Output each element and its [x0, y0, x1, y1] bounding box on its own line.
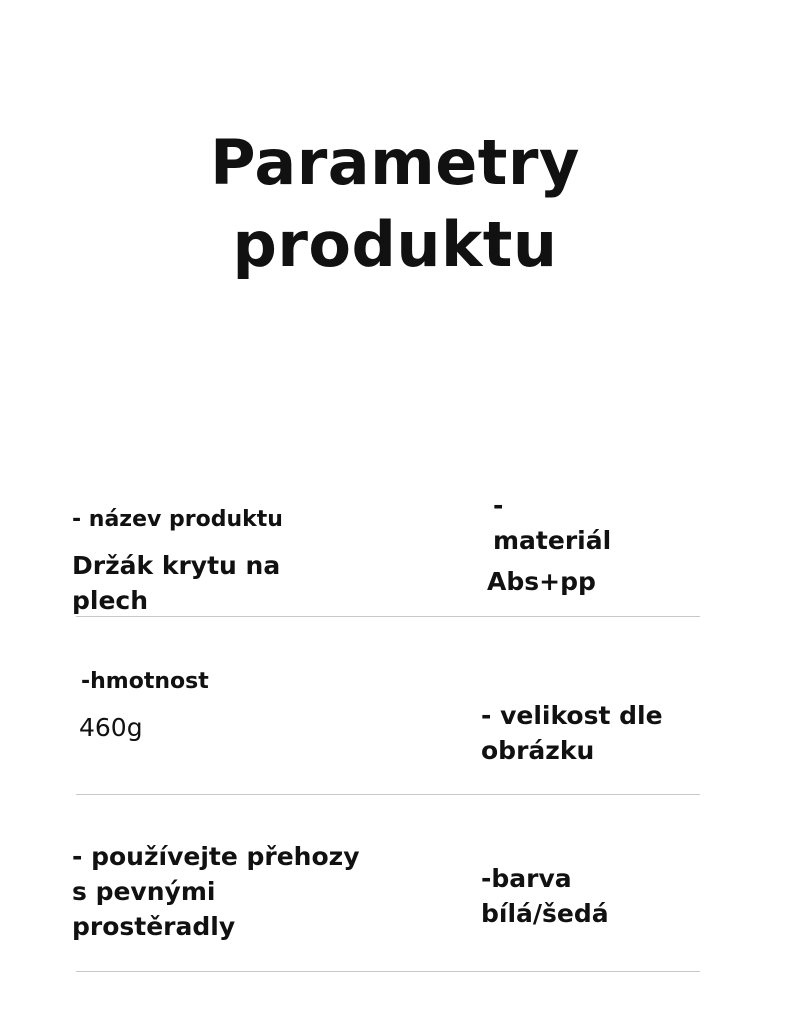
size-line-2: obrázku — [481, 736, 595, 765]
size-param — [481, 698, 663, 768]
color-line-1: -barva — [481, 864, 572, 893]
row-divider-1 — [76, 616, 700, 617]
size-line-1: - velikost dle — [481, 701, 663, 730]
usage-note — [72, 839, 360, 944]
color-param — [481, 861, 609, 931]
material-value: Abs+pp — [487, 567, 596, 596]
weight-label: -hmotnost — [81, 669, 209, 694]
weight-param — [81, 668, 209, 745]
color-line-2: bílá/šedá — [481, 899, 609, 928]
page-title-line-1: Parametry — [210, 126, 580, 199]
row-divider-2 — [76, 794, 700, 795]
product-name-value-line-2: plech — [72, 586, 149, 615]
usage-line-2: s pevnými — [72, 877, 216, 906]
material-label-line-2: materiál — [493, 526, 612, 555]
usage-line-3: prostěradly — [72, 912, 236, 941]
row-divider-3 — [76, 971, 700, 972]
page-title — [0, 122, 790, 286]
weight-value: 460g — [79, 713, 143, 742]
page-title-line-2: produktu — [232, 208, 558, 281]
usage-line-1: - používejte přehozy — [72, 842, 360, 871]
material-label-line-1: - — [493, 491, 504, 520]
product-name-value-line-1: Držák krytu na — [72, 551, 281, 580]
product-name-label: - název produktu — [72, 507, 283, 532]
material-param — [487, 488, 612, 599]
product-name-param — [72, 506, 283, 618]
